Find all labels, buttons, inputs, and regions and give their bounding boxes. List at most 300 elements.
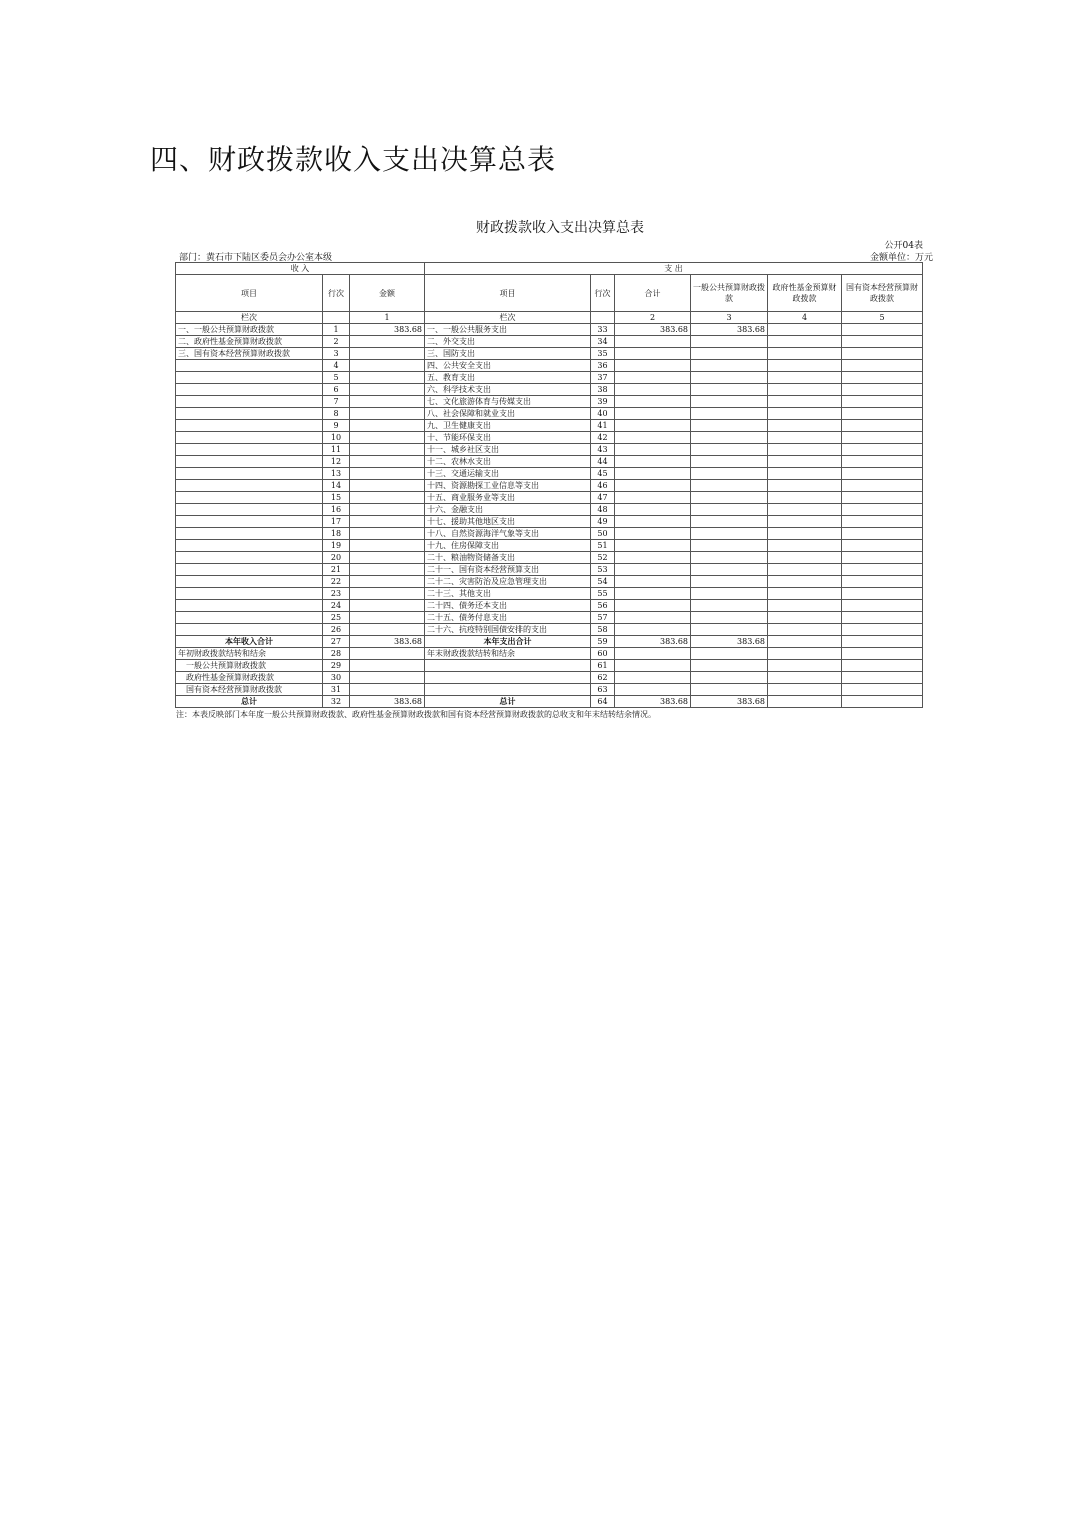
expense-general-cell (691, 564, 768, 576)
income-line-cell: 19 (323, 540, 350, 552)
table-row (176, 360, 923, 372)
expense-fund-cell (768, 456, 842, 468)
income-amount-cell (350, 672, 425, 684)
expense-item-cell: 十五、商业服务业等支出 (425, 492, 591, 504)
income-amount-cell (350, 396, 425, 408)
expense-total-cell (615, 564, 691, 576)
table-row (176, 528, 923, 540)
expense-general-cell (691, 660, 768, 672)
expense-total-cell (615, 408, 691, 420)
expense-line-cell: 36 (591, 360, 615, 372)
expense-state-cell (842, 612, 923, 624)
col-index-5: 5 (842, 312, 923, 324)
income-item-cell (176, 528, 323, 540)
expense-general-cell (691, 588, 768, 600)
expense-total-cell (615, 660, 691, 672)
expense-total-cell (615, 600, 691, 612)
col-index-2: 2 (615, 312, 691, 324)
expense-item-cell: 十二、农林水支出 (425, 456, 591, 468)
income-item-cell (176, 420, 323, 432)
expense-general-cell (691, 648, 768, 660)
expense-fund-cell (768, 336, 842, 348)
expense-line-cell: 58 (591, 624, 615, 636)
income-line-cell: 25 (323, 612, 350, 624)
expense-general-cell (691, 612, 768, 624)
expense-total-cell (615, 396, 691, 408)
expense-state-cell (842, 444, 923, 456)
table-row (176, 372, 923, 384)
income-amount-cell: 383.68 (350, 696, 425, 708)
table-row (176, 432, 923, 444)
income-line-cell: 23 (323, 588, 350, 600)
table-row (176, 504, 923, 516)
expense-line-cell: 56 (591, 600, 615, 612)
income-amount-cell (350, 684, 425, 696)
income-amount-cell: 383.68 (350, 324, 425, 336)
expense-line-cell: 46 (591, 480, 615, 492)
income-line-cell: 3 (323, 348, 350, 360)
expense-item-cell: 二十一、国有资本经营预算支出 (425, 564, 591, 576)
income-amount-cell (350, 336, 425, 348)
table-row (176, 396, 923, 408)
income-amount-cell (350, 432, 425, 444)
expense-group-header: 支 出 (425, 263, 923, 275)
table-row (176, 576, 923, 588)
expense-item-cell: 二十三、其他支出 (425, 588, 591, 600)
expense-general-cell (691, 540, 768, 552)
expense-total-cell (615, 468, 691, 480)
expense-fund-cell (768, 552, 842, 564)
income-item-cell (176, 432, 323, 444)
income-line-cell: 5 (323, 372, 350, 384)
income-line-cell: 22 (323, 576, 350, 588)
expense-line-cell: 41 (591, 420, 615, 432)
income-line-cell: 26 (323, 624, 350, 636)
income-line-cell: 1 (323, 324, 350, 336)
income-item-cell: 国有资本经营预算财政拨款 (176, 684, 323, 696)
expense-fund-cell (768, 624, 842, 636)
expense-general-cell (691, 336, 768, 348)
income-amount-cell (350, 552, 425, 564)
income-amount-cell (350, 624, 425, 636)
expense-state-cell (842, 324, 923, 336)
income-amount-cell (350, 576, 425, 588)
expense-item-cell: 二十五、债务付息支出 (425, 612, 591, 624)
expense-state-cell (842, 600, 923, 612)
income-item-cell (176, 612, 323, 624)
table-row (176, 456, 923, 468)
expense-state-cell (842, 564, 923, 576)
expense-general-cell (691, 600, 768, 612)
expense-total-cell (615, 588, 691, 600)
col-header-fund: 政府性基金预算财政拨款 (768, 275, 842, 312)
expense-item-cell: 八、社会保障和就业支出 (425, 408, 591, 420)
expense-line-cell: 40 (591, 408, 615, 420)
expense-line-cell: 54 (591, 576, 615, 588)
expense-item-cell (425, 684, 591, 696)
expense-state-cell (842, 552, 923, 564)
table-row (176, 444, 923, 456)
col-header-general: 一般公共预算财政拨款 (691, 275, 768, 312)
table-row (176, 684, 923, 696)
expense-state-cell (842, 540, 923, 552)
expense-general-cell: 383.68 (691, 636, 768, 648)
income-line-cell: 4 (323, 360, 350, 372)
expense-line-cell: 49 (591, 516, 615, 528)
expense-general-cell: 383.68 (691, 324, 768, 336)
expense-line-cell: 62 (591, 672, 615, 684)
expense-general-cell (691, 384, 768, 396)
expense-fund-cell (768, 516, 842, 528)
income-item-cell (176, 444, 323, 456)
income-line-cell: 20 (323, 552, 350, 564)
income-line-cell: 21 (323, 564, 350, 576)
income-amount-cell: 383.68 (350, 636, 425, 648)
expense-line-cell: 38 (591, 384, 615, 396)
table-row (176, 552, 923, 564)
income-line-cell: 28 (323, 648, 350, 660)
expense-line-cell: 55 (591, 588, 615, 600)
expense-general-cell (691, 396, 768, 408)
expense-state-cell (842, 528, 923, 540)
expense-fund-cell (768, 636, 842, 648)
expense-line-cell: 47 (591, 492, 615, 504)
expense-fund-cell (768, 468, 842, 480)
expense-general-cell (691, 576, 768, 588)
expense-fund-cell (768, 480, 842, 492)
expense-line-cell: 63 (591, 684, 615, 696)
expense-fund-cell (768, 588, 842, 600)
expense-general-cell (691, 420, 768, 432)
col-header-total: 合计 (615, 275, 691, 312)
expense-state-cell (842, 672, 923, 684)
report-sheet (175, 218, 935, 720)
expense-fund-cell (768, 444, 842, 456)
expense-general-cell (691, 444, 768, 456)
income-item-cell (176, 576, 323, 588)
income-item-cell (176, 480, 323, 492)
expense-state-cell (842, 636, 923, 648)
table-row (176, 384, 923, 396)
expense-total-cell (615, 348, 691, 360)
income-item-cell (176, 456, 323, 468)
expense-general-cell (691, 432, 768, 444)
expense-line-cell: 61 (591, 660, 615, 672)
income-item-cell (176, 408, 323, 420)
income-line-cell: 11 (323, 444, 350, 456)
expense-fund-cell (768, 372, 842, 384)
expense-general-cell (691, 624, 768, 636)
table-row (176, 636, 923, 648)
expense-item-cell: 二十六、抗疫特别国债安排的支出 (425, 624, 591, 636)
expense-state-cell (842, 468, 923, 480)
expense-item-cell: 二、外交支出 (425, 336, 591, 348)
expense-line-cell: 59 (591, 636, 615, 648)
expense-total-cell (615, 432, 691, 444)
expense-general-cell (691, 372, 768, 384)
expense-fund-cell (768, 660, 842, 672)
income-item-cell (176, 600, 323, 612)
expense-fund-cell (768, 384, 842, 396)
expense-line-cell: 48 (591, 504, 615, 516)
table-row (176, 624, 923, 636)
income-line-cell: 13 (323, 468, 350, 480)
expense-fund-cell (768, 420, 842, 432)
expense-fund-cell (768, 672, 842, 684)
col-index-exp-label: 栏次 (425, 312, 591, 324)
expense-total-cell: 383.68 (615, 324, 691, 336)
form-code: 公开04表 (884, 241, 923, 251)
expense-general-cell (691, 492, 768, 504)
income-item-cell (176, 372, 323, 384)
income-item-cell: 年初财政拨款结转和结余 (176, 648, 323, 660)
income-line-cell: 6 (323, 384, 350, 396)
income-item-cell (176, 588, 323, 600)
table-row (176, 480, 923, 492)
income-amount-cell (350, 372, 425, 384)
income-item-cell (176, 360, 323, 372)
table-row (176, 492, 923, 504)
income-line-cell: 16 (323, 504, 350, 516)
expense-total-cell (615, 672, 691, 684)
fiscal-table (175, 262, 923, 708)
expense-fund-cell (768, 648, 842, 660)
expense-state-cell (842, 336, 923, 348)
expense-total-cell (615, 372, 691, 384)
expense-general-cell (691, 456, 768, 468)
expense-fund-cell (768, 324, 842, 336)
table-row (176, 348, 923, 360)
income-item-cell: 一、一般公共预算财政拨款 (176, 324, 323, 336)
expense-fund-cell (768, 612, 842, 624)
expense-line-cell: 57 (591, 612, 615, 624)
expense-general-cell (691, 348, 768, 360)
expense-item-cell: 十、节能环保支出 (425, 432, 591, 444)
expense-item-cell: 四、公共安全支出 (425, 360, 591, 372)
expense-line-cell: 42 (591, 432, 615, 444)
table-row (176, 336, 923, 348)
expense-line-cell: 50 (591, 528, 615, 540)
expense-item-cell: 本年支出合计 (425, 636, 591, 648)
expense-fund-cell (768, 360, 842, 372)
col-header-line: 行次 (323, 275, 350, 312)
expense-item-cell: 十六、金融支出 (425, 504, 591, 516)
income-amount-cell (350, 456, 425, 468)
income-line-cell: 18 (323, 528, 350, 540)
expense-line-cell: 33 (591, 324, 615, 336)
expense-state-cell (842, 648, 923, 660)
expense-general-cell: 383.68 (691, 696, 768, 708)
income-line-cell: 2 (323, 336, 350, 348)
expense-general-cell (691, 528, 768, 540)
expense-total-cell (615, 480, 691, 492)
income-item-cell: 一般公共预算财政拨款 (176, 660, 323, 672)
income-amount-cell (350, 648, 425, 660)
expense-item-cell: 七、文化旅游体育与传媒支出 (425, 396, 591, 408)
sheet-title: 财政拨款收入支出决算总表 (476, 220, 644, 236)
col-index-label: 栏次 (176, 312, 323, 324)
expense-line-cell: 60 (591, 648, 615, 660)
expense-state-cell (842, 408, 923, 420)
expense-state-cell (842, 456, 923, 468)
income-line-cell: 8 (323, 408, 350, 420)
income-line-cell: 10 (323, 432, 350, 444)
expense-item-cell: 六、科学技术支出 (425, 384, 591, 396)
table-row (176, 696, 923, 708)
table-row (176, 600, 923, 612)
income-amount-cell (350, 540, 425, 552)
income-line-cell: 17 (323, 516, 350, 528)
expense-general-cell (691, 468, 768, 480)
expense-total-cell (615, 576, 691, 588)
expense-state-cell (842, 480, 923, 492)
table-row (176, 588, 923, 600)
expense-fund-cell (768, 348, 842, 360)
expense-state-cell (842, 432, 923, 444)
income-item-cell (176, 624, 323, 636)
income-amount-cell (350, 384, 425, 396)
expense-total-cell (615, 420, 691, 432)
expense-fund-cell (768, 492, 842, 504)
col-index-empty (323, 312, 350, 324)
expense-item-cell: 二十四、债务还本支出 (425, 600, 591, 612)
income-line-cell: 15 (323, 492, 350, 504)
expense-state-cell (842, 504, 923, 516)
expense-general-cell (691, 360, 768, 372)
income-amount-cell (350, 480, 425, 492)
income-amount-cell (350, 600, 425, 612)
expense-item-cell: 二十、粮油物资储备支出 (425, 552, 591, 564)
expense-total-cell (615, 492, 691, 504)
col-index-3: 3 (691, 312, 768, 324)
income-line-cell: 24 (323, 600, 350, 612)
expense-line-cell: 51 (591, 540, 615, 552)
income-amount-cell (350, 588, 425, 600)
expense-line-cell: 44 (591, 456, 615, 468)
table-row (176, 564, 923, 576)
col-header-item: 项目 (176, 275, 323, 312)
expense-item-cell: 总计 (425, 696, 591, 708)
expense-state-cell (842, 372, 923, 384)
sheet-meta (175, 238, 935, 262)
expense-item-cell: 五、教育支出 (425, 372, 591, 384)
income-line-cell: 9 (323, 420, 350, 432)
expense-general-cell (691, 672, 768, 684)
expense-total-cell (615, 648, 691, 660)
income-line-cell: 14 (323, 480, 350, 492)
income-line-cell: 27 (323, 636, 350, 648)
income-item-cell (176, 492, 323, 504)
table-row (176, 420, 923, 432)
expense-item-cell (425, 660, 591, 672)
expense-item-cell: 二十二、灾害防治及应急管理支出 (425, 576, 591, 588)
income-amount-cell (350, 468, 425, 480)
expense-item-cell: 九、卫生健康支出 (425, 420, 591, 432)
expense-line-cell: 34 (591, 336, 615, 348)
table-row (176, 516, 923, 528)
table-row (176, 612, 923, 624)
expense-state-cell (842, 396, 923, 408)
table-row (176, 540, 923, 552)
income-amount-cell (350, 660, 425, 672)
expense-item-cell (425, 672, 591, 684)
expense-fund-cell (768, 504, 842, 516)
expense-fund-cell (768, 528, 842, 540)
income-amount-cell (350, 444, 425, 456)
expense-general-cell (691, 516, 768, 528)
col-header-amount: 金额 (350, 275, 425, 312)
income-item-cell (176, 384, 323, 396)
table-row (176, 408, 923, 420)
income-line-cell: 12 (323, 456, 350, 468)
col-header-state: 国有资本经营预算财政拨款 (842, 275, 923, 312)
expense-line-cell: 64 (591, 696, 615, 708)
income-item-cell: 本年收入合计 (176, 636, 323, 648)
expense-state-cell (842, 624, 923, 636)
expense-total-cell: 383.68 (615, 696, 691, 708)
expense-line-cell: 52 (591, 552, 615, 564)
expense-fund-cell (768, 696, 842, 708)
income-amount-cell (350, 360, 425, 372)
income-item-cell (176, 516, 323, 528)
expense-total-cell (615, 612, 691, 624)
col-header-exp-line: 行次 (591, 275, 615, 312)
income-item-cell (176, 468, 323, 480)
income-item-cell: 二、政府性基金预算财政拨款 (176, 336, 323, 348)
expense-total-cell (615, 552, 691, 564)
income-item-cell (176, 504, 323, 516)
col-index-empty (591, 312, 615, 324)
income-amount-cell (350, 504, 425, 516)
income-amount-cell (350, 492, 425, 504)
expense-total-cell (615, 444, 691, 456)
expense-item-cell: 年末财政拨款结转和结余 (425, 648, 591, 660)
income-line-cell: 29 (323, 660, 350, 672)
income-amount-cell (350, 564, 425, 576)
expense-state-cell (842, 360, 923, 372)
income-line-cell: 7 (323, 396, 350, 408)
table-row (176, 324, 923, 336)
expense-item-cell: 十九、住房保障支出 (425, 540, 591, 552)
expense-item-cell: 三、国防支出 (425, 348, 591, 360)
expense-fund-cell (768, 540, 842, 552)
expense-general-cell (691, 552, 768, 564)
expense-item-cell: 一、一般公共服务支出 (425, 324, 591, 336)
page-heading: 四、财政拨款收入支出决算总表 (150, 143, 557, 176)
expense-state-cell (842, 516, 923, 528)
expense-total-cell (615, 540, 691, 552)
expense-state-cell (842, 492, 923, 504)
expense-line-cell: 39 (591, 396, 615, 408)
income-group-header: 收 入 (176, 263, 425, 275)
expense-total-cell (615, 360, 691, 372)
table-row (176, 660, 923, 672)
expense-fund-cell (768, 684, 842, 696)
expense-line-cell: 53 (591, 564, 615, 576)
expense-state-cell (842, 384, 923, 396)
expense-state-cell (842, 684, 923, 696)
expense-total-cell: 383.68 (615, 636, 691, 648)
income-item-cell (176, 552, 323, 564)
expense-state-cell (842, 660, 923, 672)
income-amount-cell (350, 516, 425, 528)
department-label: 部门：黄石市下陆区委员会办公室本级 (179, 253, 333, 263)
expense-item-cell: 十八、自然资源海洋气象等支出 (425, 528, 591, 540)
expense-total-cell (615, 336, 691, 348)
table-row (176, 468, 923, 480)
income-item-cell (176, 540, 323, 552)
expense-item-cell: 十七、援助其他地区支出 (425, 516, 591, 528)
